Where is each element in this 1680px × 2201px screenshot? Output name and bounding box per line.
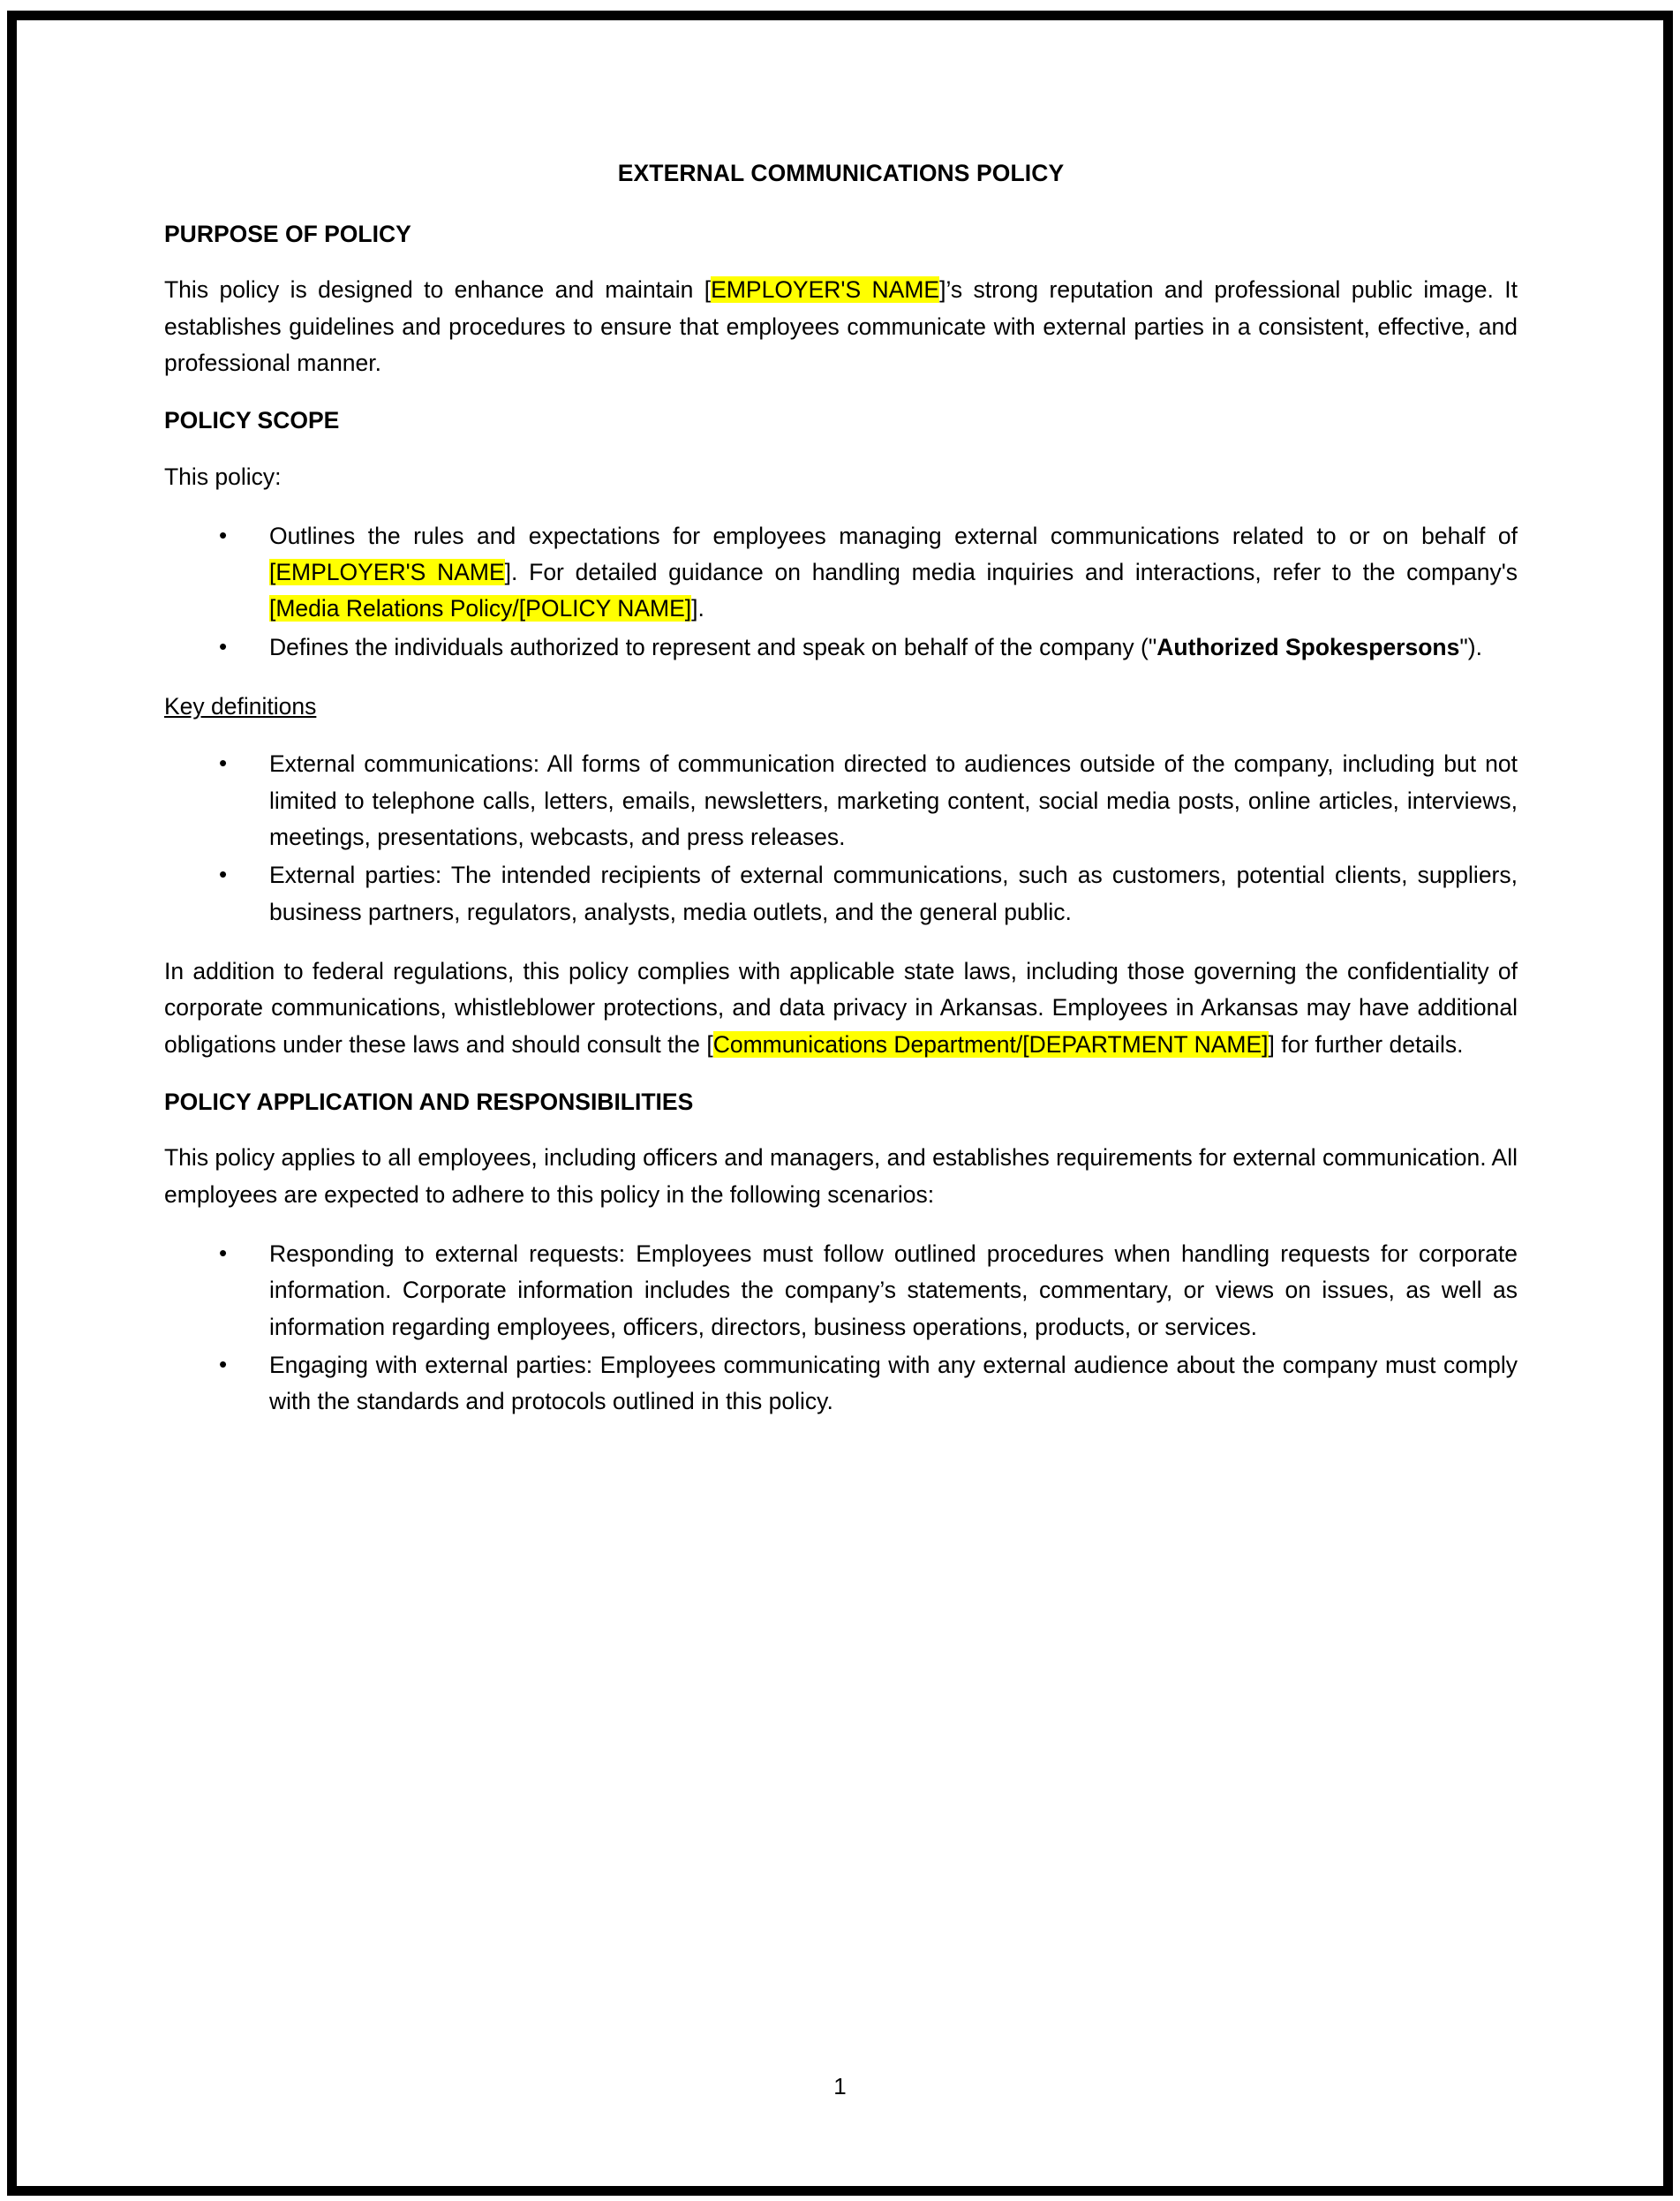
- scope-bullet1-part2: ]. For detailed guidance on handling media inquiries and interactions, refer to the company's: [504, 559, 1518, 586]
- list-item: • Responding to external requests: Employees must follow outlined procedures when handling requests for corporate information. Corporate information includes the company’s statements, commentary, or views on issues, as well as information regarding employees, officers, directors, business operations, products, or services.: [164, 1236, 1518, 1345]
- bold-authorized-spokespersons: Authorized Spokespersons: [1156, 633, 1460, 660]
- scope-bullet2-part1: Defines the individuals authorized to represent and speak on behalf of the company (": [269, 633, 1157, 660]
- policy-application-bullet-list: [164, 1236, 1518, 1421]
- section-heading-purpose-of-policy: PURPOSE OF POLICY: [164, 221, 411, 248]
- highlight-communications-department: Communications Department/[DEPARTMENT NAME]: [712, 1030, 1269, 1058]
- list-item: • External communications: All forms of communication directed to audiences outside of the company, including but not limited to telephone calls, letters, emails, newsletters, marketing content, social media posts, online articles, interviews, meetings, presentations, webcasts, and press releases.: [164, 746, 1518, 856]
- page-title-text: EXTERNAL COMMUNICATIONS POLICY: [617, 160, 1065, 186]
- highlight-employers-name-scope: [EMPLOYER'S NAME: [269, 559, 505, 586]
- scope-bullet1-part1: Outlines the rules and expectations for employees managing external communications related to or on behalf of: [269, 522, 1518, 549]
- document-content: [164, 155, 1518, 1443]
- section-heading-policy-application-and-responsibilities: POLICY APPLICATION AND RESPONSIBILITIES: [164, 1089, 694, 1116]
- scope-bullet2-part2: ").: [1459, 633, 1482, 660]
- scope-bullet1-part3: ].: [691, 595, 704, 622]
- policy-scope-bullet-list: [164, 518, 1518, 666]
- sub-heading-key-definitions: Key definitions: [164, 693, 317, 720]
- purpose-paragraph-part1: This policy is designed to enhance and maintain [: [164, 276, 712, 304]
- list-item: [164, 629, 1518, 666]
- page-number: 1: [833, 2073, 847, 2099]
- key-definitions-bullet-list: [164, 746, 1518, 931]
- list-item: [164, 518, 1518, 628]
- policy-application-intro: This policy applies to all employees, including officers and managers, and establishes requirements for external communication. All employees are expected to adhere to this policy in the following scenarios:: [164, 1144, 1518, 1208]
- highlight-employers-name-purpose: EMPLOYER'S NAME: [711, 276, 940, 304]
- list-item: • External parties: The intended recipients of external communications, such as customers, potential clients, suppliers, business partners, regulators, analysts, media outlets, and the general public.: [164, 857, 1518, 931]
- policy-scope-intro: This policy:: [164, 463, 282, 490]
- list-item: • Engaging with external parties: Employees communicating with any external audience about the company must comply with the standards and protocols outlined in this policy.: [164, 1347, 1518, 1421]
- page-title: [164, 155, 1518, 192]
- state-laws-paragraph: [164, 954, 1518, 1063]
- purpose-paragraph-part2: ]’s strong reputation and professional public image. It establishes guidelines and procedures to ensure that employees communicate with external parties in a consistent, effective, and professional manner.: [164, 276, 1518, 377]
- state-laws-part2: ] for further details.: [1268, 1030, 1464, 1058]
- state-laws-part1: In addition to federal regulations, this policy complies with applicable state laws, including those governing the confidentiality of corporate communications, whistleblower protections, and data privacy in Arkansas. Employees in Arkansas may have additional obligations under these laws and should consult the [: [164, 958, 1518, 1058]
- highlight-media-relations-policy: [Media Relations Policy/[POLICY NAME]: [269, 595, 692, 622]
- purpose-paragraph: [164, 272, 1518, 381]
- section-heading-policy-scope: POLICY SCOPE: [164, 407, 340, 434]
